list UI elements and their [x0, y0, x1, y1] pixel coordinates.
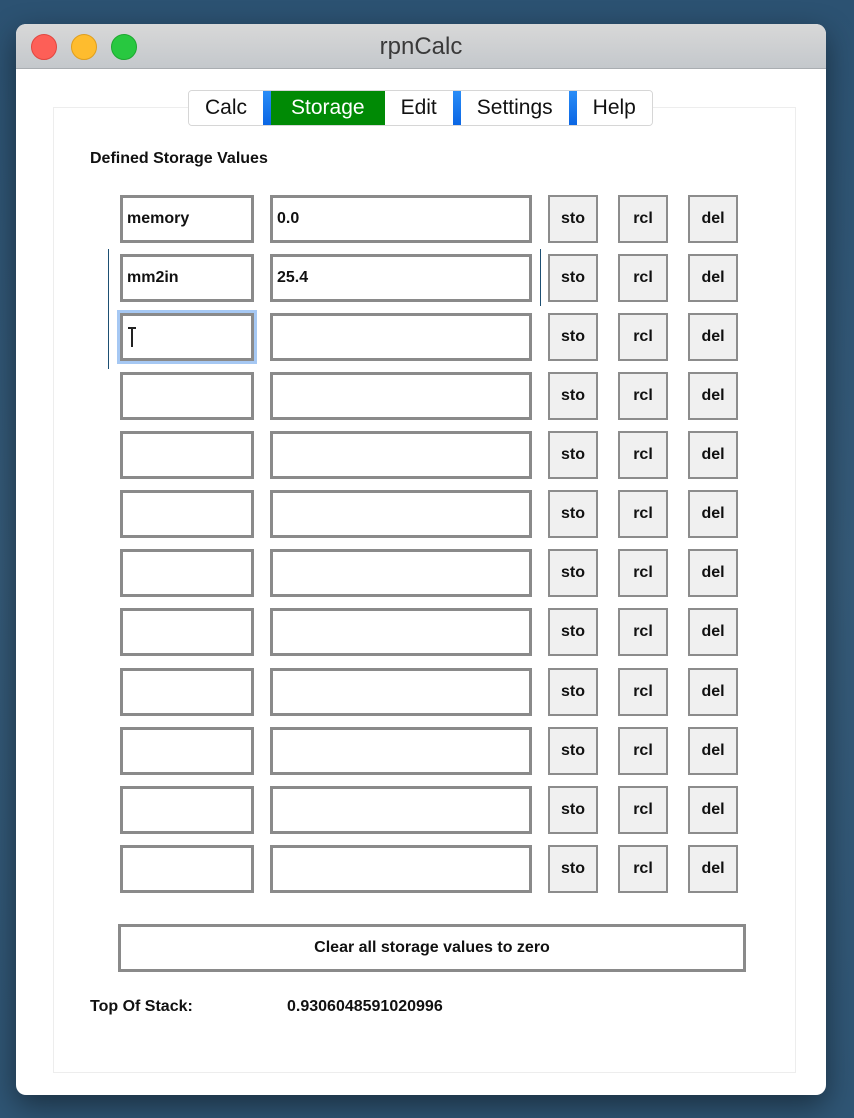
storage-name-field[interactable]: [120, 549, 254, 597]
rcl-button[interactable]: rcl: [618, 372, 668, 420]
storage-name-field[interactable]: [120, 668, 254, 716]
storage-value-field[interactable]: [270, 313, 532, 361]
storage-value-field[interactable]: 25.4: [270, 254, 532, 302]
tab-edit[interactable]: Edit: [385, 91, 453, 125]
storage-row: [16, 727, 826, 775]
storage-value-field[interactable]: [270, 668, 532, 716]
tab-bar: [188, 90, 653, 126]
sto-button[interactable]: sto: [548, 608, 598, 656]
clear-all-button[interactable]: Clear all storage values to zero: [118, 924, 746, 972]
tab-storage[interactable]: Storage: [271, 91, 385, 125]
rcl-button[interactable]: rcl: [618, 845, 668, 893]
storage-row: [16, 608, 826, 656]
rcl-button[interactable]: rcl: [618, 431, 668, 479]
storage-value-field[interactable]: [270, 372, 532, 420]
rcl-button[interactable]: rcl: [618, 195, 668, 243]
del-button[interactable]: del: [688, 254, 738, 302]
del-button[interactable]: del: [688, 372, 738, 420]
storage-row: [16, 549, 826, 597]
sto-button[interactable]: sto: [548, 727, 598, 775]
storage-value-field[interactable]: [270, 727, 532, 775]
del-button[interactable]: del: [688, 195, 738, 243]
storage-name-field[interactable]: memory: [120, 195, 254, 243]
tab-separator: [453, 91, 461, 125]
app-window: [16, 24, 826, 1095]
storage-value-field[interactable]: [270, 786, 532, 834]
storage-name-field[interactable]: [120, 372, 254, 420]
storage-name-field[interactable]: [120, 845, 254, 893]
tab-settings[interactable]: Settings: [461, 91, 569, 125]
storage-row: [16, 786, 826, 834]
sto-button[interactable]: sto: [548, 313, 598, 361]
storage-row: [16, 668, 826, 716]
storage-heading: Defined Storage Values: [90, 150, 268, 167]
sto-button[interactable]: sto: [548, 490, 598, 538]
del-button[interactable]: del: [688, 431, 738, 479]
tab-separator: [263, 91, 271, 125]
storage-row: [16, 490, 826, 538]
storage-value-field[interactable]: 0.0: [270, 195, 532, 243]
sto-button[interactable]: sto: [548, 845, 598, 893]
sto-button[interactable]: sto: [548, 668, 598, 716]
focus-guide-line: [540, 249, 541, 306]
del-button[interactable]: del: [688, 786, 738, 834]
del-button[interactable]: del: [688, 490, 738, 538]
tab-separator: [569, 91, 577, 125]
rcl-button[interactable]: rcl: [618, 668, 668, 716]
storage-row: [16, 254, 826, 302]
del-button[interactable]: del: [688, 313, 738, 361]
storage-name-field[interactable]: [120, 608, 254, 656]
storage-row: [16, 313, 826, 361]
storage-value-field[interactable]: [270, 608, 532, 656]
rcl-button[interactable]: rcl: [618, 549, 668, 597]
rcl-button[interactable]: rcl: [618, 313, 668, 361]
del-button[interactable]: del: [688, 727, 738, 775]
del-button[interactable]: del: [688, 668, 738, 716]
rcl-button[interactable]: rcl: [618, 490, 668, 538]
window-title: rpnCalc: [379, 33, 463, 60]
title-bar[interactable]: [16, 24, 826, 69]
tab-help[interactable]: Help: [577, 91, 652, 125]
storage-row: [16, 372, 826, 420]
sto-button[interactable]: sto: [548, 195, 598, 243]
tab-calc[interactable]: Calc: [189, 91, 263, 125]
sto-button[interactable]: sto: [548, 786, 598, 834]
storage-row: [16, 431, 826, 479]
storage-name-field[interactable]: [120, 786, 254, 834]
sto-button[interactable]: sto: [548, 549, 598, 597]
del-button[interactable]: del: [688, 608, 738, 656]
sto-button[interactable]: sto: [548, 372, 598, 420]
del-button[interactable]: del: [688, 549, 738, 597]
storage-name-field[interactable]: [120, 431, 254, 479]
rcl-button[interactable]: rcl: [618, 254, 668, 302]
rcl-button[interactable]: rcl: [618, 727, 668, 775]
storage-row: [16, 195, 826, 243]
rcl-button[interactable]: rcl: [618, 608, 668, 656]
top-of-stack-value: 0.9306048591020996: [287, 998, 443, 1015]
storage-name-field[interactable]: [120, 490, 254, 538]
sto-button[interactable]: sto: [548, 254, 598, 302]
storage-value-field[interactable]: [270, 431, 532, 479]
text-cursor-icon: [131, 327, 133, 347]
storage-name-field[interactable]: [120, 727, 254, 775]
top-of-stack-label: Top Of Stack:: [90, 998, 193, 1015]
storage-value-field[interactable]: [270, 845, 532, 893]
storage-name-field[interactable]: mm2in: [120, 254, 254, 302]
storage-row: [16, 845, 826, 893]
sto-button[interactable]: sto: [548, 431, 598, 479]
storage-value-field[interactable]: [270, 549, 532, 597]
del-button[interactable]: del: [688, 845, 738, 893]
focus-guide-line: [108, 249, 109, 369]
rcl-button[interactable]: rcl: [618, 786, 668, 834]
storage-name-field[interactable]: [120, 313, 254, 361]
storage-value-field[interactable]: [270, 490, 532, 538]
